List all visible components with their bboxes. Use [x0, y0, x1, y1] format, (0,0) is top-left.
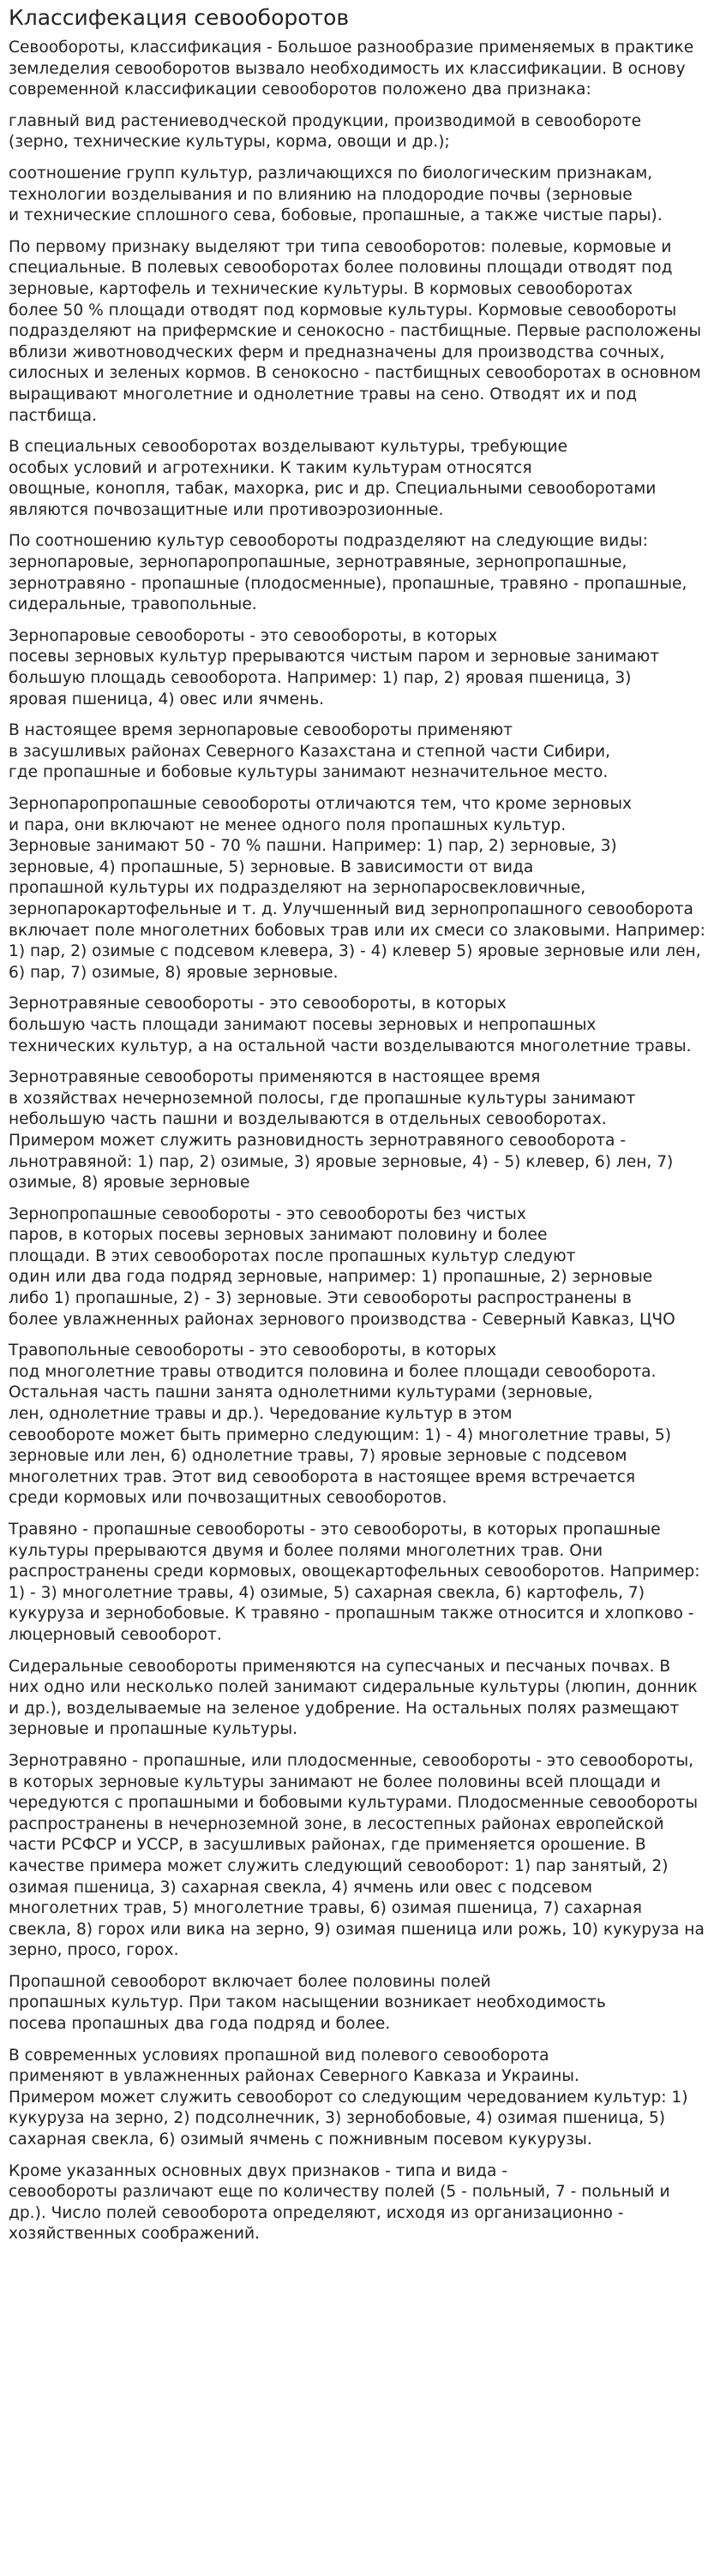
- paragraph: Зернопропашные севообороты - это севообороты без чистых паров, в которых посевы зерновых занимают половину и более площади. В этих севооборотах после пропашных культур следуют один или два года подряд зерновые, например: 1) пропашные, 2) зерновые либо 1) пропашные, 2) - 3) зерновые. Эти севообороты распространены в более увлажненных районах зернового производства - Северный Кавказ, ЦЧО: [9, 1204, 675, 1329]
- paragraph: В современных условиях пропашной вид полевого севооборота применяют в увлажненных районах Северного Кавказа и Украины. Примером может служить севооборот со следующим чередованием культур: 1) кукуруза на зерно, 2) подсолнечник, 3) зернобобовые, 4) озимая пшеница, 5) сахарная свекла, 6) озимый ячмень с пожнивным посевом кукурузы.: [9, 2046, 688, 2149]
- paragraph: главный вид растениеводческой продукции, производимой в севообороте (зерно, технические культуры, корма, овощи и др.);: [9, 111, 642, 152]
- paragraph: В специальных севооборотах возделывают культуры, требующие особых условий и агротехники. К таким культурам относятся овощные, конопля, табак, махорка, рис и др. Специальными севооборотами являются почвозащитные или противоэрозионные.: [9, 438, 657, 519]
- document-body: [9, 38, 717, 2245]
- paragraph: Травяно - пропашные севообороты - это севообороты, в которых пропашные культуры прерываются двумя и более полями многолетних трав. Они распространены среди кормовых, овощекартофельных севооборотов. Например: 1) - 3) многолетние травы, 4) озимые, 5) сахарная свекла, 6) картофель, 7) кукуруза и зернобобовые. К травяно - пропашным также относится и хлопково - люцерновый севооборот.: [9, 1521, 700, 1644]
- paragraph: Травопольные севообороты - это севообороты, в которых под многолетние травы отводится половина и более площади севооборота. Остальная часть пашни занята однолетними культурами (зерновые, лен, однолетние травы и др.). Чередование культур в этом севообороте может быть примерно следующим: 1) - 4) многолетние травы, 5) зерновые или лен, 6) однолетние травы, 7) яровые зерновые с подсевом многолетних трав. Этот вид севооборота в настоящее время встречается среди кормовых или почвозащитных севооборотов.: [9, 1342, 672, 1508]
- page-title: Классифекация севооборотов: [9, 5, 350, 30]
- paragraph: В настоящее время зернопаровые севообороты применяют в засушливых районах Северного Казахстана и степной части Сибири, где пропашные и бобовые культуры занимают незначительное место.: [9, 721, 611, 782]
- paragraph: Зернопаропропашные севообороты отличаются тем, что кроме зерновых и пара, они включают не менее одного поля пропашных культур. Зерновые занимают 50 - 70 % пашни. Например: 1) пар, 2) зерновые, 3) зерновые, 4) пропашные, 5) зерновые. В зависимости от вида пропашной культуры их подразделяют на зернопаросвекловичные, зернопарокартофельные и т. д. Улучшенный вид зернопропашного севооборота включает поле многолетних бобовых трав или их смеси со злаковыми. Например: 1) пар, 2) озимые с подсевом клевера, 3) - 4) клевер 5) яровые зерновые или лен, 6) пар, 7) озимые, 8) яровые зерновые.: [9, 795, 705, 982]
- paragraph: Севообороты, классификация - Большое разнообразие применяемых в практике земледелия севооборотов вызвало необходимость их классификации. В основу современной классификации севооборотов положено два признака:: [9, 39, 694, 99]
- paragraph: Сидеральные севообороты применяются на супесчаных и песчаных почвах. В них одно или несколько полей занимают сидеральные культуры (люпин, донник и др.), возделываемые на зеленое удобрение. На остальных полях размещают зерновые и пропашные культуры.: [9, 1657, 698, 1739]
- paragraph: По первому признаку выделяют три типа севооборотов: полевые, кормовые и специальные. В полевых севооборотах более половины площади отводят под зерновые, картофель и технические культуры. В кормовых севооборотах более 50 % площади отводят под кормовые культуры. Кормовые севообороты подразделяют на прифермские и сенокосно - пастбищные. Первые расположены вблизи животноводческих ферм и предназначены для производства сочных, силосных и зеленых кормов. В сенокосно - пастбищных севооборотах в основном выращивают многолетние и однолетние травы на сено. Отводят их и под пастбища.: [9, 237, 702, 425]
- paragraph: Зернотравяные севообороты - это севообороты, в которых большую часть площади занимают посевы зерновых и непропашных технических культур, а на остальной части возделываются многолетние травы.: [9, 995, 692, 1055]
- paragraph: Кроме указанных основных двух признаков - типа и вида - севообороты различают еще по количеству полей (5 - польный, 7 - польный и др.). Число полей севооборота определяют, исходя из организационно - хозяйственных соображений.: [9, 2161, 670, 2244]
- paragraph: Пропашной севооборот включает более половины полей пропашных культур. При таком насыщении возникает необходимость посева пропашных два года подряд и более.: [9, 1972, 606, 2034]
- paragraph: Зернотравяно - пропашные, или плодосменные, севообороты - это севообороты, в которых зерновые культуры занимают не более половины всей площади и чередуются с пропашными и бобовыми культурами. Плодосменные севообороты распространены в нечерноземной зоне, в лесостепных районах европейской части РСФСР и УССР, в засушливых районах, где применяется орошение. В качестве примера может служить следующий севооборот: 1) пар занятый, 2) озимая пшеница, 3) сахарная свекла, 4) ячмень или овес с подсевом многолетних трав, 5) многолетние травы, 6) озимая пшеница, 7) сахарная свекла, 8) горох или вика на зерно, 9) озимая пшеница или рожь, 10) кукуруза на зерно, просо, горох.: [9, 1751, 705, 1960]
- paragraph: Зернотравяные севообороты применяются в настоящее время в хозяйствах нечерноземной полосы, где пропашные культуры занимают небольшую часть пашни и возделываются в отдельных севооборотах. Примером может служить разновидность зернотравяного севооборота - льнотравяной: 1) пар, 2) озимые, 3) яровые зерновые, 4) - 5) клевер, 6) лен, 7) озимые, 8) яровые зерновые: [9, 1068, 674, 1192]
- paragraph: соотношение групп культур, различающихся по биологическим признакам, технологии возделывания и по влиянию на плодородие почвы (зерновые и технические сплошного сева, бобовые, пропашные, а также чистые пары).: [9, 164, 663, 225]
- paragraph: Зернопаровые севообороты - это севообороты, в которых посевы зерновых культур прерываются чистым паром и зерновые занимают большую площадь севооборота. Например: 1) пар, 2) яровая пшеница, 3) яровая пшеница, 4) овес или ячмень.: [9, 626, 660, 708]
- paragraph: По соотношению культур севообороты подразделяют на следующие виды: зернопаровые, зернопаропропашные, зернотравяные, зернопропашные, зернотравяно - пропашные (плодосменные), пропашные, травяно - пропашные, сидеральные, травопольные.: [9, 532, 687, 614]
